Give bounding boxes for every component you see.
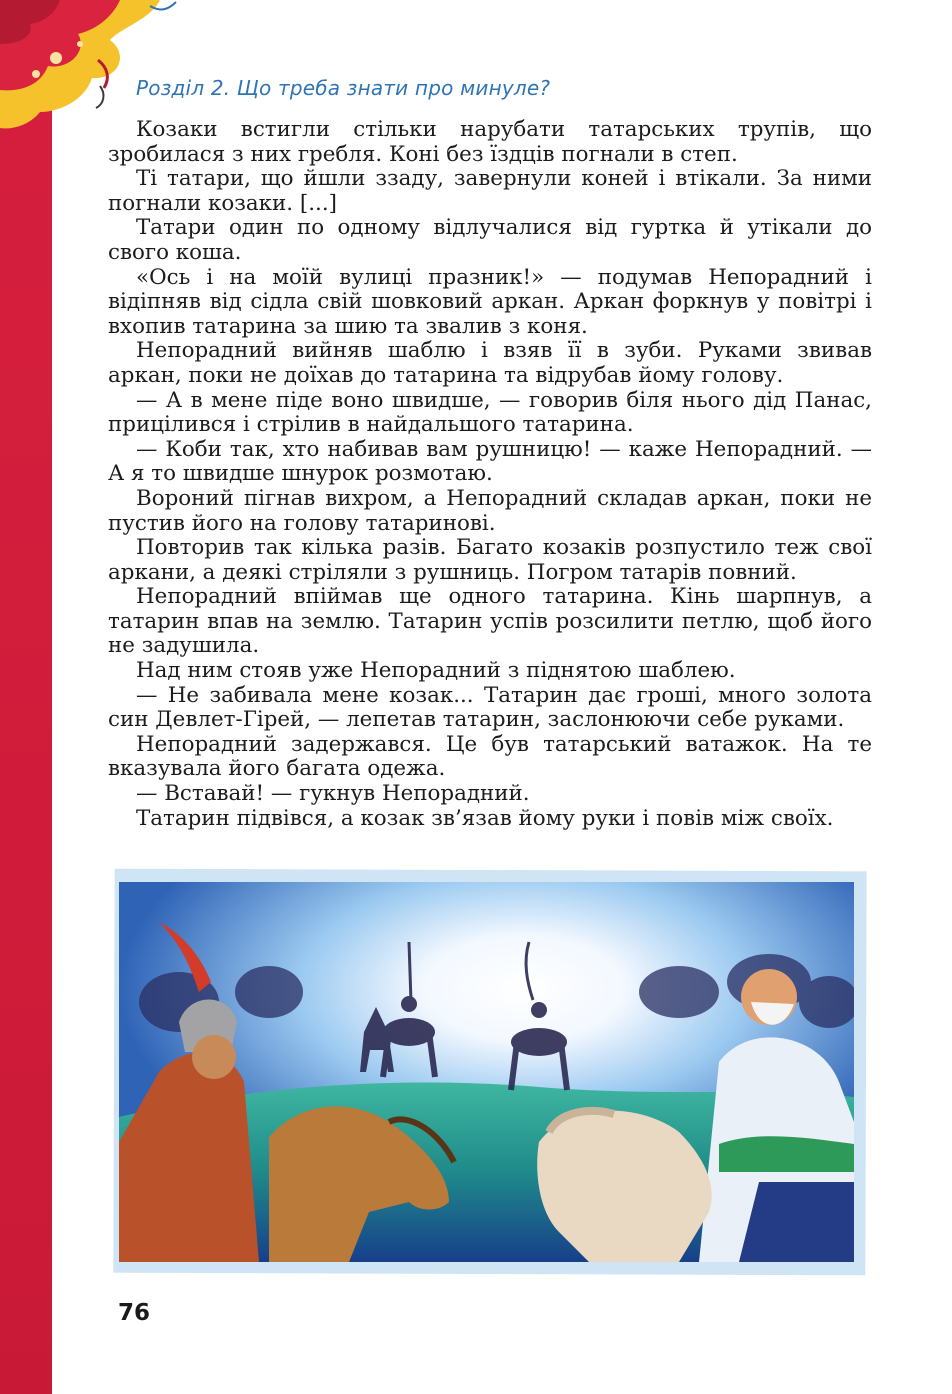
paragraph: Над ним стояв уже Непорадний з піднятою шаблею. <box>136 658 736 684</box>
paragraph: — Коби так, хто набивав вам рушницю! — каже Непорадний. — А я то швидше шнурок розмотаю. <box>108 436 872 487</box>
paragraph: Ті татари, що йшли ззаду, завернули коней і втікали. За ними погнали козаки. [...] <box>108 166 872 216</box>
story-text <box>108 118 872 831</box>
paragraph: — Не забивала мене козак... Татарин дає гроші, много золота син Девлет-Гірей, — лепетав татарин, заслонюючи себе руками. <box>108 682 872 733</box>
paragraph: Непорадний задержався. Це був татарський ватажок. На те вказувала його багата одежа. <box>108 731 872 782</box>
red-side-band <box>0 0 52 1394</box>
paragraph: — Вставай! — гукнув Непорадний. <box>136 781 530 807</box>
paragraph: «Ось і на моїй вулиці празник!» — подумав Непорадний і відіпняв від сідла свій шовковий аркан. Аркан форкнув у повітрі і вхопив татарина за шию та звалив з коня. <box>108 264 872 339</box>
paragraph: Непорадний впіймав ще одного татарина. Кінь шарпнув, а татарин впав на землю. Татарин успів розсилити петлю, щоб його не задушила. <box>108 584 872 659</box>
paragraph: — А в мене піде воно швидше, — говорив біля нього дід Панас, прицілився і стрілив в найдальшого татарина. <box>108 387 872 438</box>
paragraph: Козаки встигли стільки нарубати татарських трупів, що зробилася з них гребля. Коні без їздців погнали в степ. <box>108 117 872 167</box>
paragraph: Непорадний вийняв шаблю і взяв її в зуби. Руками звивав аркан, поки не доїхав до татарина та відрубав йому голову. <box>108 338 872 388</box>
paragraph: Повторив так кілька разів. Багато козаків розпустило теж свої аркани, а деякі стріляли з рушниць. Погром татарів повний. <box>108 535 872 585</box>
battle-scene-illustration <box>119 882 854 1262</box>
paragraph: Татари один по одному відлучалися від гуртка й утікали до свого коша. <box>108 215 872 265</box>
paragraph: Татарин підвівся, а козак зв’язав йому руки і повів між своїх. <box>136 805 834 831</box>
page-number: 76 <box>118 1300 151 1326</box>
paragraph: Вороний пігнав вихром, а Непорадний складав аркан, поки не пустив його на голову татаринові. <box>108 485 872 536</box>
chapter-header: Розділ 2. Що треба знати про минуле? <box>136 76 551 100</box>
